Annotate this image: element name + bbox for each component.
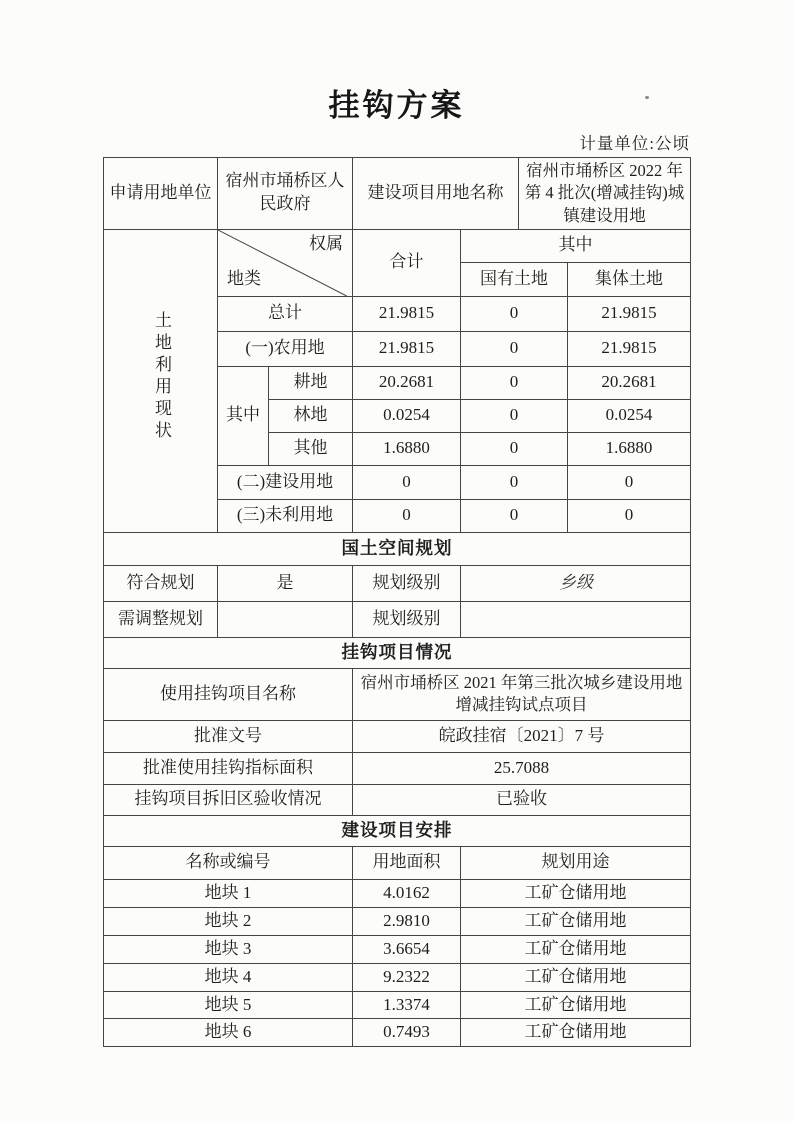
plot-area: 0.7493	[353, 1019, 461, 1047]
diagonal-label-landtype: 地类	[227, 268, 261, 288]
plot-area: 9.2322	[353, 963, 461, 991]
column-header-among: 其中	[461, 229, 691, 262]
cell-state: 0	[461, 465, 568, 499]
table-row	[104, 601, 691, 637]
row-label: (三)未利用地	[218, 499, 353, 532]
plot-area: 1.3374	[353, 991, 461, 1019]
applicant-label: 申请用地单位	[104, 158, 218, 230]
row-label: 其他	[269, 432, 353, 465]
plot-use: 工矿仓储用地	[461, 935, 691, 963]
cell-total: 20.2681	[353, 366, 461, 399]
column-header-collective-land: 集体土地	[568, 262, 691, 296]
plot-name: 地块 6	[104, 1019, 353, 1047]
table-row	[104, 846, 691, 879]
table-row	[104, 907, 691, 935]
table-row	[104, 158, 691, 230]
column-header-state-land: 国有土地	[461, 262, 568, 296]
planning-level-label: 规划级别	[353, 601, 461, 637]
land-use-section-label-text: 土地利用现状	[151, 311, 171, 444]
plot-use: 工矿仓储用地	[461, 991, 691, 1019]
linkage-project-name: 宿州市埇桥区 2021 年第三批次城乡建设用地增减挂钩试点项目	[353, 668, 691, 720]
planning-level-value	[461, 565, 691, 601]
plot-area: 3.6654	[353, 935, 461, 963]
table-row	[104, 229, 691, 262]
planning-adjust-value	[218, 601, 353, 637]
unit-note: 计量单位:公顷	[579, 134, 690, 153]
plot-use: 工矿仓储用地	[461, 1019, 691, 1047]
cell-collective: 21.9815	[568, 331, 691, 366]
row-label: (一)农用地	[218, 331, 353, 366]
table-row	[104, 532, 691, 565]
plot-name: 地块 4	[104, 963, 353, 991]
cell-collective: 20.2681	[568, 366, 691, 399]
section-title-planning: 国土空间规划	[104, 532, 691, 565]
row-label: 批准使用挂钩指标面积	[104, 752, 353, 784]
row-label: 挂钩项目拆旧区验收情况	[104, 784, 353, 815]
row-label: 使用挂钩项目名称	[104, 668, 353, 720]
cell-total: 0	[353, 499, 461, 532]
diagonal-header-cell	[218, 229, 353, 296]
table-row	[104, 784, 691, 815]
linkage-acceptance-status: 已验收	[353, 784, 691, 815]
cell-state: 0	[461, 366, 568, 399]
section-title-construction: 建设项目安排	[104, 815, 691, 846]
table-row	[104, 1019, 691, 1047]
table-row	[104, 815, 691, 846]
table-row	[104, 991, 691, 1019]
main-table	[103, 157, 691, 1047]
row-label: 林地	[269, 399, 353, 432]
project-name-value: 宿州市埇桥区 2022 年第 4 批次(增减挂钩)城镇建设用地	[519, 158, 691, 230]
handwritten-value: 乡级	[558, 572, 593, 593]
cell-collective: 0	[568, 499, 691, 532]
cell-state: 0	[461, 331, 568, 366]
row-label: 批准文号	[104, 720, 353, 752]
linkage-quota-area: 25.7088	[353, 752, 691, 784]
table-row	[104, 720, 691, 752]
cell-total: 1.6880	[353, 432, 461, 465]
table-row	[104, 752, 691, 784]
cell-collective: 1.6880	[568, 432, 691, 465]
row-label: (二)建设用地	[218, 465, 353, 499]
table-row	[104, 879, 691, 907]
row-label: 耕地	[269, 366, 353, 399]
plot-use: 工矿仓储用地	[461, 879, 691, 907]
among-group-label: 其中	[218, 366, 269, 465]
table-row	[104, 935, 691, 963]
plot-area: 2.9810	[353, 907, 461, 935]
cell-total: 0	[353, 465, 461, 499]
cell-total: 0.0254	[353, 399, 461, 432]
cell-state: 0	[461, 399, 568, 432]
row-label: 符合规划	[104, 565, 218, 601]
plot-area: 4.0162	[353, 879, 461, 907]
plot-name: 地块 3	[104, 935, 353, 963]
applicant-value: 宿州市埇桥区人民政府	[218, 158, 353, 230]
row-label: 需调整规划	[104, 601, 218, 637]
cell-state: 0	[461, 432, 568, 465]
row-label: 总计	[218, 296, 353, 331]
table-row	[104, 668, 691, 720]
column-header-use: 规划用途	[461, 846, 691, 879]
cell-state: 0	[461, 296, 568, 331]
plot-name: 地块 1	[104, 879, 353, 907]
cell-state: 0	[461, 499, 568, 532]
column-header-total: 合计	[353, 229, 461, 296]
table-row	[104, 637, 691, 668]
cell-collective: 0	[568, 465, 691, 499]
page-title: 挂钩方案	[328, 88, 465, 123]
planning-level-value	[461, 601, 691, 637]
table-row	[104, 963, 691, 991]
plot-name: 地块 2	[104, 907, 353, 935]
diagonal-label-ownership: 权属	[309, 233, 343, 253]
table-row	[104, 565, 691, 601]
section-title-linkage: 挂钩项目情况	[104, 637, 691, 668]
cell-total: 21.9815	[353, 296, 461, 331]
plot-use: 工矿仓储用地	[461, 907, 691, 935]
planning-conform-value: 是	[218, 565, 353, 601]
project-name-label: 建设项目用地名称	[353, 158, 519, 230]
plot-use: 工矿仓储用地	[461, 963, 691, 991]
column-header-name: 名称或编号	[104, 846, 353, 879]
land-use-section-label	[104, 229, 218, 532]
planning-level-label: 规划级别	[353, 565, 461, 601]
cell-collective: 21.9815	[568, 296, 691, 331]
column-header-area: 用地面积	[353, 846, 461, 879]
cell-total: 21.9815	[353, 331, 461, 366]
cell-collective: 0.0254	[568, 399, 691, 432]
plot-name: 地块 5	[104, 991, 353, 1019]
linkage-approval-number: 皖政挂宿〔2021〕7 号	[353, 720, 691, 752]
